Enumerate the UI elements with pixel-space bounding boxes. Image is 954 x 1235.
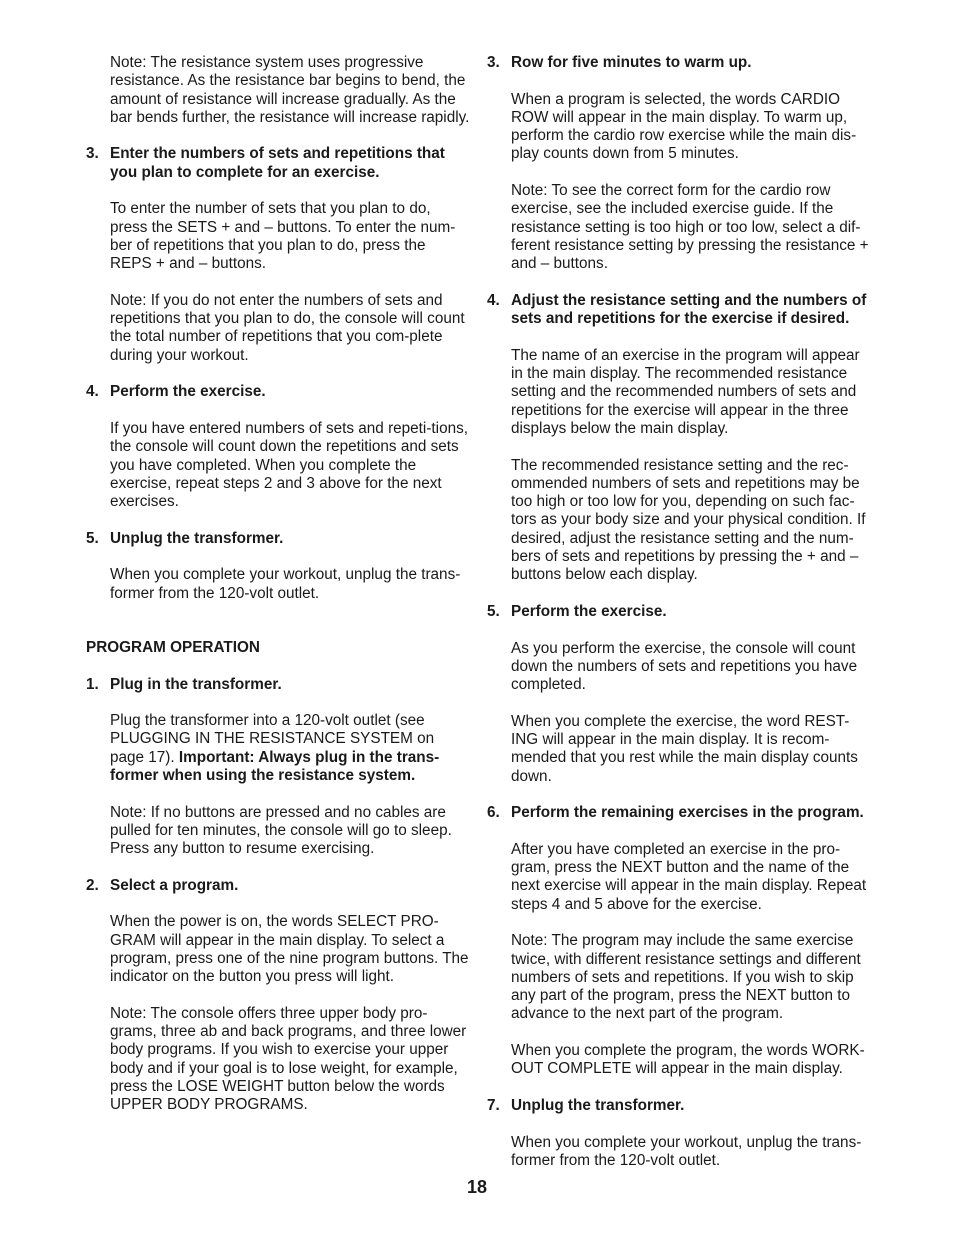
program-step-3-heading: [487, 54, 871, 72]
program-step-4-heading: [487, 292, 871, 329]
step-title: Plug in the transformer.: [110, 675, 282, 693]
step-number: 2.: [86, 876, 99, 894]
step-number: 5.: [86, 529, 99, 547]
step-title: Row for five minutes to warm up.: [511, 54, 752, 71]
step-number: 1.: [86, 675, 99, 693]
step-number: 6.: [487, 804, 500, 822]
paragraph: If you have entered numbers of sets and repeti-tions, the console will count down the repetitions and sets you have completed. When you complete the exercise, repeat steps 2 and 3 above for the next exercises.: [110, 419, 468, 511]
section-heading-program-operation: PROGRAM OPERATION: [86, 638, 260, 656]
step-title: Perform the exercise.: [511, 602, 667, 620]
note-paragraph: Note: The program may include the same exercise twice, with different resistance settings and different numbers of sets and repetitions. If you wish to skip any part of the program, press the NEXT button to advance to the next part of the program.: [511, 932, 861, 1023]
paragraph: After you have completed an exercise in the pro-gram, press the NEXT button and the name of the next exercise will appear in the main display. Repeat steps 4 and 5 above for the exercise.: [511, 840, 867, 913]
step-number: 3.: [86, 145, 99, 163]
program-step-7-heading: [487, 1097, 871, 1115]
step-3-heading: [86, 145, 471, 182]
paragraph: When you complete your workout, unplug the trans-former from the 120-volt outlet.: [110, 566, 461, 602]
program-step-6-heading: [487, 804, 871, 822]
plug-instructions: Plug the transformer into a 120-volt outlet (see PLUGGING IN THE RESISTANCE SYSTEM on page 17).: [110, 712, 435, 766]
paragraph: When the power is on, the words SELECT PRO-GRAM will appear in the main display. To select a program, press one of the nine program buttons. The indicator on the button you press will light.: [110, 913, 469, 986]
note-paragraph: Note: To see the correct form for the cardio row exercise, see the included exercise guide. If the resistance setting is too high or too low, select a dif-ferent resistance setting by pressing the resistance + and – buttons.: [511, 182, 869, 273]
step-title: Perform the exercise.: [110, 383, 266, 401]
right-column: [487, 54, 871, 1170]
note-paragraph: Note: If no buttons are pressed and no cables are pulled for ten minutes, the console will go to sleep. Press any button to resume exercising.: [110, 803, 452, 858]
program-step-1-heading: [86, 676, 471, 694]
step-title: Adjust the resistance setting and the numbers of sets and repetitions for the exercise if desired.: [511, 291, 867, 328]
paragraph: When you complete the program, the words WORK-OUT COMPLETE will appear in the main display.: [511, 1042, 865, 1078]
paragraph: The name of an exercise in the program will appear in the main display. The recommended resistance setting and the recommended numbers of sets and repetitions for the exercise will appear in the three displays below the main display.: [511, 346, 860, 437]
step-number: 3.: [487, 54, 500, 71]
paragraph: When you complete your workout, unplug the trans-former from the 120-volt outlet.: [511, 1133, 862, 1169]
paragraph: To enter the number of sets that you plan to do, press the SETS + and – buttons. To enter the num-ber of repetitions that you plan to do, press the REPS + and – buttons.: [110, 200, 456, 273]
step-title: Unplug the transformer.: [511, 1096, 685, 1114]
program-step-5-heading: [487, 603, 871, 621]
step-title: Perform the remaining exercises in the program.: [511, 804, 864, 822]
paragraph: [110, 712, 471, 785]
step-4-heading: [86, 383, 471, 401]
page-number: 18: [466, 1177, 488, 1197]
note-paragraph: Note: If you do not enter the numbers of sets and repetitions that you plan to do, the console will count the total number of repetitions that you com-plete during your workout.: [110, 291, 465, 364]
step-title: Enter the numbers of sets and repetitions that you plan to complete for an exercise.: [110, 145, 445, 181]
paragraph: When a program is selected, the words CARDIO ROW will appear in the main display. To warm up, perform the cardio row exercise while the main dis-play counts down from 5 minutes.: [511, 90, 857, 163]
left-column: [86, 54, 471, 1115]
step-number: 7.: [487, 1096, 500, 1114]
step-title: Unplug the transformer.: [110, 529, 284, 547]
step-title: Select a program.: [110, 876, 239, 894]
paragraph: As you perform the exercise, the console will count down the numbers of sets and repetitions you have completed.: [511, 639, 858, 694]
step-number: 5.: [487, 602, 500, 620]
step-5-heading: [86, 530, 471, 548]
step-number: 4.: [86, 383, 99, 401]
step-number: 4.: [487, 291, 500, 309]
paragraph: The recommended resistance setting and the rec-ommended numbers of sets and repetitions may be too high or too low for you, depending on such fac-tors as your body size and your physical condition. If desired, adjust the resistance setting and the num-bers of sets and repetitions by pressing the + and – buttons below each display.: [511, 456, 866, 584]
paragraph: When you complete the exercise, the word REST-ING will appear in the main display. It is recom-mended that you rest while the main display counts down.: [511, 712, 858, 785]
program-step-2-heading: [86, 877, 471, 895]
important-warning: Important: Always plug in the trans-former when using the resistance system.: [110, 748, 440, 784]
resistance-note: Note: The resistance system uses progressive resistance. As the resistance bar begins to bend, the amount of resistance will increase gradually. As the bar bends further, the resistance will increase rapidly.: [110, 54, 470, 126]
note-paragraph: Note: The console offers three upper body pro-grams, three ab and back programs, and three lower body programs. If you wish to exercise your upper body and if your goal is to lose weight, for example, press the LOSE WEIGHT button below the words UPPER BODY PROGRAMS.: [110, 1004, 467, 1114]
